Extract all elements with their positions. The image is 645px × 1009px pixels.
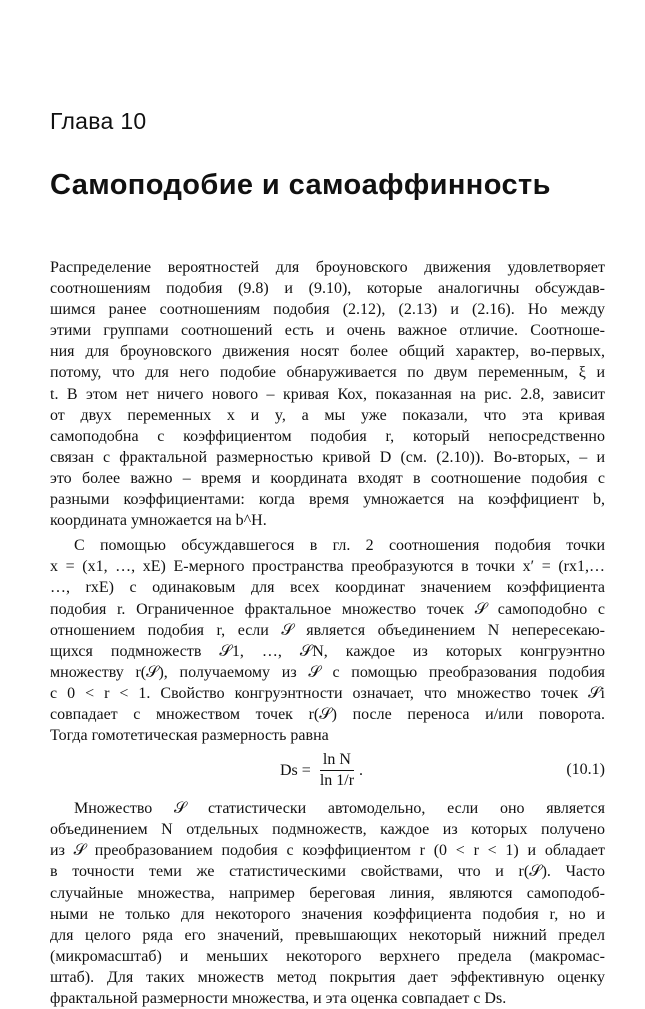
text-line: щихся подмножеств 𝒮1, …, 𝒮N, каждое из которых конгруэнтно (50, 642, 605, 660)
body-text (50, 257, 605, 1009)
text-line: ными не только для некоторого значения коэффициента подобия r, но и (50, 905, 605, 923)
formula-tail: . (359, 761, 364, 779)
text-line: это более важно – время и координата входят в соотношение подобия с (50, 469, 605, 487)
text-line: для целого ряда его значений, превышающих некоторый нижний предел (50, 926, 605, 944)
text-line: ния для броуновского движения носят более общий характер, во-первых, (50, 343, 605, 361)
paragraph-3 (50, 798, 605, 1009)
text-line: штаб). Для таких множеств метод покрытия дает эффективную оценку (50, 968, 605, 986)
text-line: разными коэффициентами: когда время умножается на коэффициент b, (50, 491, 605, 509)
formula-lhs: Ds = (280, 761, 311, 779)
text-line: от двух переменных x и y, а мы уже показали, что эта кривая (50, 406, 605, 424)
formula-numerator: ln N (320, 751, 354, 771)
text-line: отношением подобия r, если 𝒮 является объединением N непересекаю- (50, 621, 605, 639)
paragraph-1 (50, 257, 605, 531)
text-line: этими группами соотношений есть и очень важное отличие. Соотноше- (50, 322, 605, 340)
text-line: Множество 𝒮 статистически автомодельно, если оно является (74, 800, 605, 818)
text-line: связан с фрактальной размерностью кривой D (см. (2.10)). Во-вторых, – и (50, 448, 605, 466)
text-line: подобия r. Ограниченное фрактальное множество точек 𝒮 самоподобно с (50, 600, 605, 618)
formula-denominator: ln 1/r (319, 771, 355, 789)
text-line: самоподобна с коэффициентом подобия r, который непосредственно (50, 427, 605, 445)
text-line: совпадает с множеством точек r(𝒮) после переноса и/или поворота. (50, 705, 605, 723)
text-line: …, rxE) с одинаковым для всех координат значением коэффициента (50, 579, 605, 597)
text-line: С помощью обсуждавшегося в гл. 2 соотношения подобия точки (74, 537, 605, 555)
equation-10-1 (50, 748, 605, 792)
text-line: Тогда гомотетическая размерность равна (50, 727, 329, 745)
text-line: соотношениям подобия (9.8) и (9.10), которые аналогичны обсуждав- (50, 280, 605, 298)
text-line: в точности теми же статистическими свойствами, что и r(𝒮). Часто (50, 863, 605, 881)
text-line: фрактальной размерности множества, и эта оценка совпадает с Ds. (50, 990, 507, 1007)
text-line: шимся ранее соотношениям подобия (2.12), (2.13) и (2.16). Но между (50, 301, 605, 319)
formula-fraction (317, 751, 357, 790)
chapter-label: Глава 10 (50, 108, 147, 134)
equation-number: (10.1) (566, 761, 605, 779)
text-line: (микромасштаб) и меньших некоторого верхнего предела (макромас- (50, 947, 605, 965)
text-line: случайные множества, например береговая линия, являются самоподоб- (50, 884, 605, 902)
text-line: объединением N отдельных подмножеств, каждое из которых получено (50, 821, 605, 839)
text-line: координата умножается на b^H. (50, 512, 267, 530)
text-line: из 𝒮 преобразованием подобия с коэффициентом r (0 < r < 1) и обладает (50, 842, 605, 860)
text-line: потому, что для него подобие обнаруживается по двум переменным, ξ и (50, 364, 605, 382)
chapter-title: Самоподобие и самоаффинность (50, 169, 551, 201)
text-line: множеству r(𝒮), получаемому из 𝒮 с помощью преобразования подобия (50, 663, 605, 681)
formula (280, 748, 363, 792)
text-line: с 0 < r < 1. Свойство конгруэнтности означает, что множество точек 𝒮i (50, 684, 605, 702)
text-line: Распределение вероятностей для броуновского движения удовлетворяет (50, 259, 605, 276)
paragraph-2 (50, 535, 605, 746)
text-line: x = (x1, …, xE) E-мерного пространства преобразуются в точки x′ = (rx1,… (50, 558, 605, 576)
text-line: t. В этом нет ничего нового – кривая Кох, показанная на рис. 2.8, зависит (50, 385, 605, 403)
